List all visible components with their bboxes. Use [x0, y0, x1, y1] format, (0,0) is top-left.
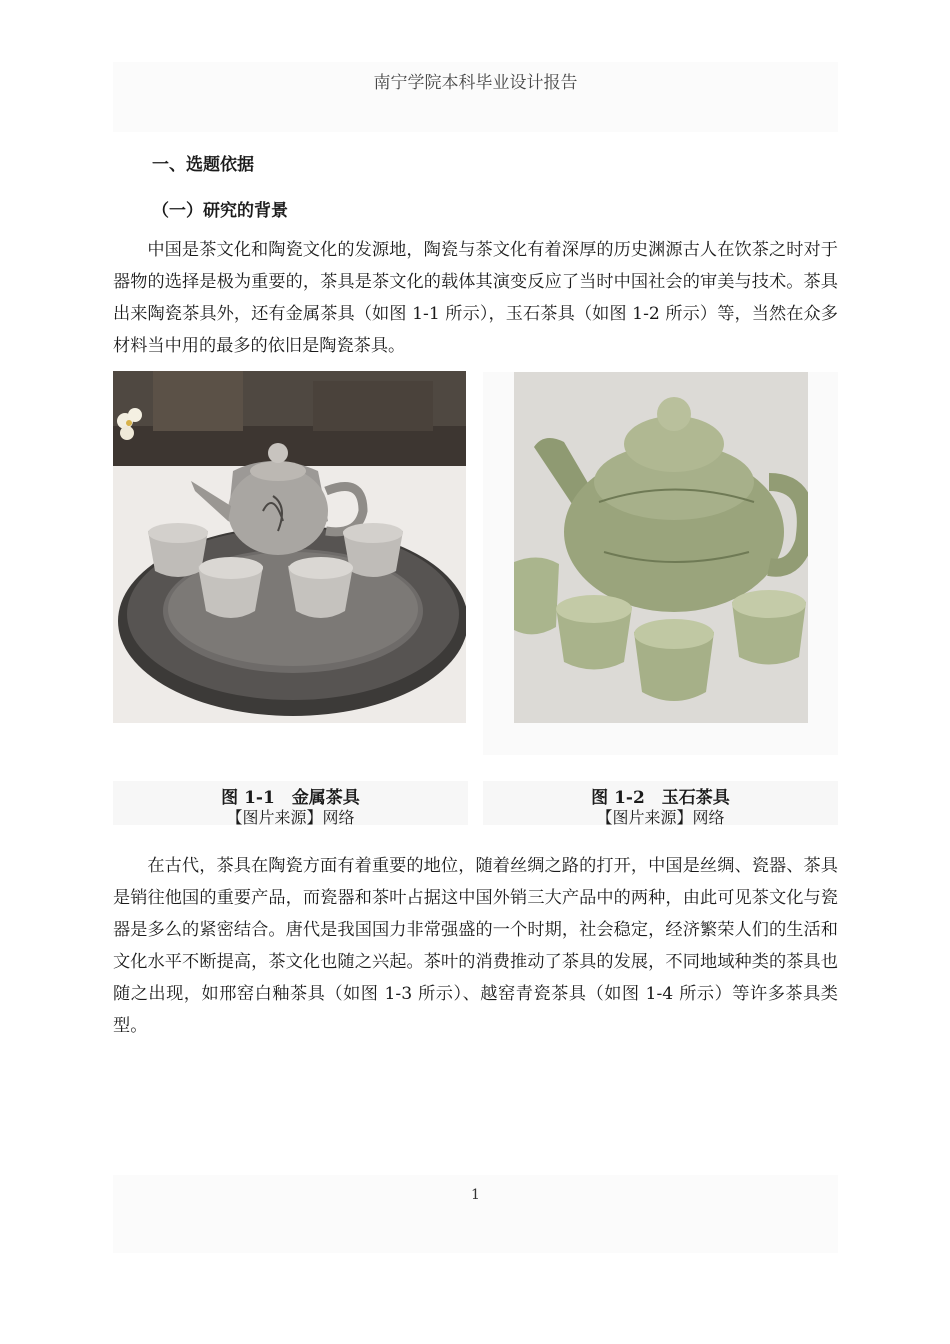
- page-number: 1: [471, 1187, 480, 1203]
- figure-caption: 图 1-1 金属茶具: [221, 788, 360, 808]
- figure-1-2-caption-block: [483, 781, 838, 825]
- figure-caption: 图 1-2 玉石茶具: [591, 788, 730, 808]
- section-subheading: （一）研究的背景: [152, 201, 288, 221]
- metal-tea-set-illustration: [113, 371, 466, 723]
- jade-tea-set-illustration: [514, 372, 808, 723]
- figure-source: 【图片来源】网络: [226, 808, 355, 827]
- page-header: [113, 62, 838, 132]
- jade-tea-set-image: [514, 372, 808, 723]
- paragraph-text: 在古代，茶具在陶瓷方面有着重要的地位，随着丝绸之路的打开，中国是丝绸、瓷器、茶具是销往他国的重要产品，而瓷器和茶叶占据这中国外销三大产品中的两种，由此可见茶文化与瓷器是多么的紧密结合。唐代是我国国力非常强盛的一个时期，社会稳定，经济繁荣人们的生活和文化水平不断提高，茶文化也随之兴起。茶叶的消费推动了茶具的发展，不同地域种类的茶具也随之出现，如邢窑白釉茶具（如图 1-3 所示）、越窑青瓷茶具（如图 1-4 所示）等许多茶具类型。: [113, 856, 838, 1036]
- section-heading: 一、选题依据: [152, 155, 254, 175]
- metal-tea-set-image: [113, 371, 466, 723]
- paragraph-text: 中国是茶文化和陶瓷文化的发源地，陶瓷与茶文化有着深厚的历史渊源古人在饮茶之时对于器物的选择是极为重要的，茶具是茶文化的载体其演变反应了当时中国社会的审美与技术。茶具出来陶瓷茶具外，还有金属茶具（如图 1-1 所示），玉石茶具（如图 1-2 所示）等，当然在众多材料当中用的最多的依旧是陶瓷茶具。: [113, 240, 838, 356]
- figure-1-1-caption-block: [113, 781, 468, 825]
- body-paragraph-1: [113, 234, 838, 362]
- header-title: 南宁学院本科毕业设计报告: [373, 73, 578, 93]
- body-paragraph-2: [113, 850, 838, 1042]
- page-footer: [113, 1175, 838, 1253]
- figure-source: 【图片来源】网络: [596, 808, 725, 827]
